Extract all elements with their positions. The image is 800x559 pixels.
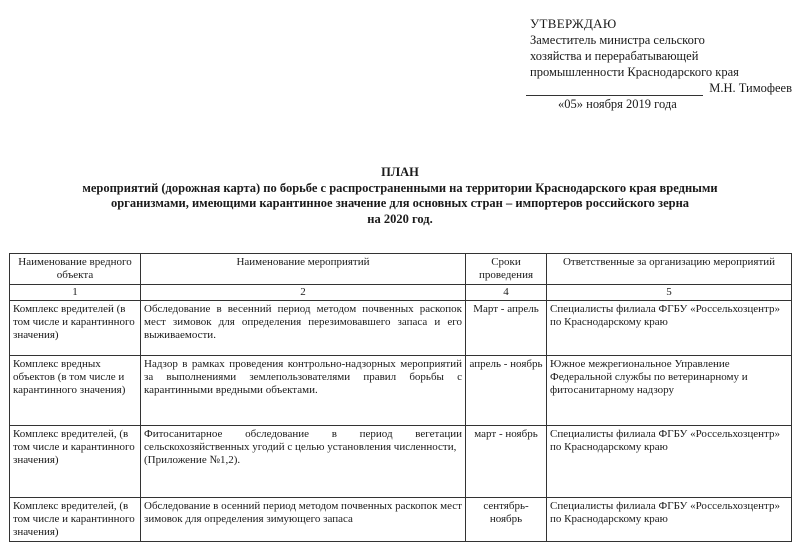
row-activity-cell xyxy=(141,426,466,498)
row-responsible: Специалисты филиала ФГБУ «Россельхозцентр» по Краснодарскому краю xyxy=(547,426,792,498)
plan-table xyxy=(9,253,792,542)
column-number: 1 xyxy=(10,285,141,301)
signature-blank xyxy=(526,82,703,96)
row-activity: Надзор в рамках проведения контрольно-надзорных мероприятий за выполнениями землепользователями правил борьбы с карантинными вредными объектами. xyxy=(141,356,466,426)
table-row xyxy=(10,301,792,356)
row-term: март - ноябрь xyxy=(466,426,547,498)
table-row xyxy=(10,426,792,498)
row-object: Комплекс вредных объектов (в том числе и карантинного значения) xyxy=(10,356,141,426)
row-responsible: Южное межрегиональное Управление Федеральной службы по ветеринарному и фитосанитарному надзору xyxy=(547,356,792,426)
row-responsible: Специалисты филиала ФГБУ «Россельхозцентр» по Краснодарскому краю xyxy=(547,498,792,542)
row-term: Март - апрель xyxy=(466,301,547,356)
header-responsible: Ответственные за организацию мероприятий xyxy=(547,254,792,285)
row-term: сентябрь- ноябрь xyxy=(466,498,547,542)
heading-line-3: организмами, имеющими карантинное значение для основных стран – импортеров российского зерна xyxy=(110,196,690,210)
row-activity: Обследование в осенний период методом почвенных раскопок мест зимовок для определения зимующего запаса xyxy=(141,498,466,542)
heading-title: ПЛАН xyxy=(381,165,419,179)
row-object: Комплекс вредителей (в том числе и карантинного значения) xyxy=(10,301,141,356)
approval-block xyxy=(530,16,792,112)
row-term: апрель - ноябрь xyxy=(466,356,547,426)
signature-line xyxy=(526,80,792,96)
column-number: 5 xyxy=(547,285,792,301)
row-activity: Обследование в весенний период методом почвенных раскопок мест зимовок для определения перезимовавшего запаса и его выживаемости. xyxy=(141,301,466,356)
document-heading xyxy=(0,165,800,227)
approval-position-line-1: Заместитель министра сельского xyxy=(530,33,705,47)
heading-line-2: мероприятий (дорожная карта) по борьбе с распространенными на территории Краснодарского края вредными xyxy=(82,180,718,195)
row-activity-note: (Приложение №1,2). xyxy=(144,454,241,466)
table-row xyxy=(10,356,792,426)
row-object: Комплекс вредителей, (в том числе и карантинного значения) xyxy=(10,498,141,542)
row-object: Комплекс вредителей, (в том числе и карантинного значения) xyxy=(10,426,141,498)
header-term: Сроки проведения xyxy=(466,254,547,285)
table-number-row xyxy=(10,285,792,301)
row-responsible: Специалисты филиала ФГБУ «Россельхозцентр» по Краснодарскому краю xyxy=(547,301,792,356)
column-number: 2 xyxy=(141,285,466,301)
table-header-row xyxy=(10,254,792,285)
approval-position-line-2: хозяйства и перерабатывающей xyxy=(530,49,699,63)
row-activity: Фитосанитарное обследование в период вегетации сельскохозяйственных угодий с целью установления численности, xyxy=(144,428,462,453)
approval-date: «05» ноября 2019 года xyxy=(558,97,677,111)
approval-title: УТВЕРЖДАЮ xyxy=(530,16,617,31)
column-number: 4 xyxy=(466,285,547,301)
heading-line-4: на 2020 год. xyxy=(367,211,433,226)
table-row xyxy=(10,498,792,542)
approval-position-line-3: промышленности Краснодарского края xyxy=(530,65,739,79)
header-object: Наименование вредного объекта xyxy=(10,254,141,285)
header-activity: Наименование мероприятий xyxy=(141,254,466,285)
approval-signer: М.Н. Тимофеев xyxy=(709,81,792,95)
